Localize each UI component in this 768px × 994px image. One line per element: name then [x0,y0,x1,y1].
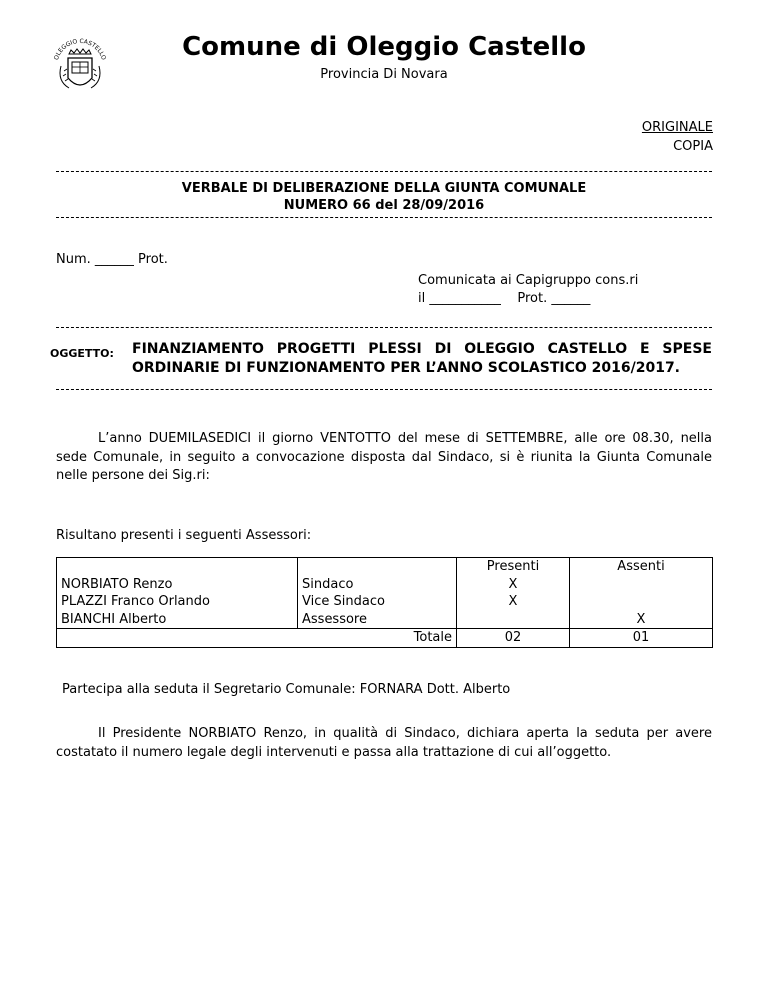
presenti-mark [461,611,565,629]
oggetto-text: FINANZIAMENTO PROGETTI PLESSI DI OLEGGIO CASTELLO E SPESE ORDINARIE DI FUNZIONAMENTO PER L’ANNO SCOLASTICO 2016/2017. [132,341,712,376]
totale-presenti: 02 [457,629,570,648]
comunicata-label: Comunicata ai Capigruppo cons.ri [418,273,639,288]
member-role: Assessore [302,611,367,627]
status-copia: COPIA [673,139,713,154]
logo-text: OLEGGIO CASTELLO [52,37,108,62]
protocol-number: Num. ______ Prot. [56,252,168,267]
member-name: BIANCHI Alberto [61,611,167,627]
presenti-header: Presenti [486,559,540,574]
attendance-table [56,557,713,648]
divider [56,217,712,218]
assenti-cell [570,558,713,629]
page-title: Comune di Oleggio Castello [182,32,586,62]
verbale-number: NUMERO 66 del 28/09/2016 [283,198,485,213]
assenti-mark: X [636,611,646,627]
document-status [642,118,713,156]
presidente-paragraph: Il Presidente NORBIATO Renzo, in qualità di Sindaco, dichiara aperta la seduta per avere costatato il numero legale degli intervenuti e passa alla trattazione di cui all’oggetto. [56,726,712,760]
oggetto-label: OGGETTO: [50,347,114,360]
verbale-title: VERBALE DI DELIBERAZIONE DELLA GIUNTA COMUNALE [181,181,587,196]
page-subtitle: Provincia Di Novara [320,67,448,82]
names-cell [57,558,298,629]
segretario-line: Partecipa alla seduta il Segretario Comunale: FORNARA Dott. Alberto [62,682,511,697]
presenti-cell [457,558,570,629]
verbale-heading [0,180,768,214]
table-row [57,629,713,648]
member-name: PLAZZI Franco Orlando [61,594,210,609]
member-name: NORBIATO Renzo [61,576,173,592]
member-role: Sindaco [302,576,354,592]
presenti-mark: X [508,576,518,592]
intro-paragraph: L’anno DUEMILASEDICI il giorno VENTOTTO del mese di SETTEMBRE, alle ore 08.30, nella sede Comunale, in seguito a convocazione disposta dal Sindaco, si è riunita la Giunta Comunale nelle persone dei Sig.ri: [56,431,712,483]
table-row [57,558,713,629]
assenti-header: Assenti [617,559,665,574]
presenti-mark: X [508,594,518,609]
assenti-mark [574,593,708,611]
totale-assenti: 01 [570,629,713,648]
divider [56,327,712,328]
comunicata-protocol: il ___________ Prot. ______ [418,291,591,306]
status-originale: ORIGINALE [641,120,713,135]
divider [56,389,712,390]
divider [56,171,712,172]
risultano-label: Risultano presenti i seguenti Assessori: [56,528,312,543]
roles-cell [298,558,457,629]
member-role: Vice Sindaco [302,594,385,609]
assenti-mark [574,576,708,594]
totale-label: Totale [57,629,457,648]
